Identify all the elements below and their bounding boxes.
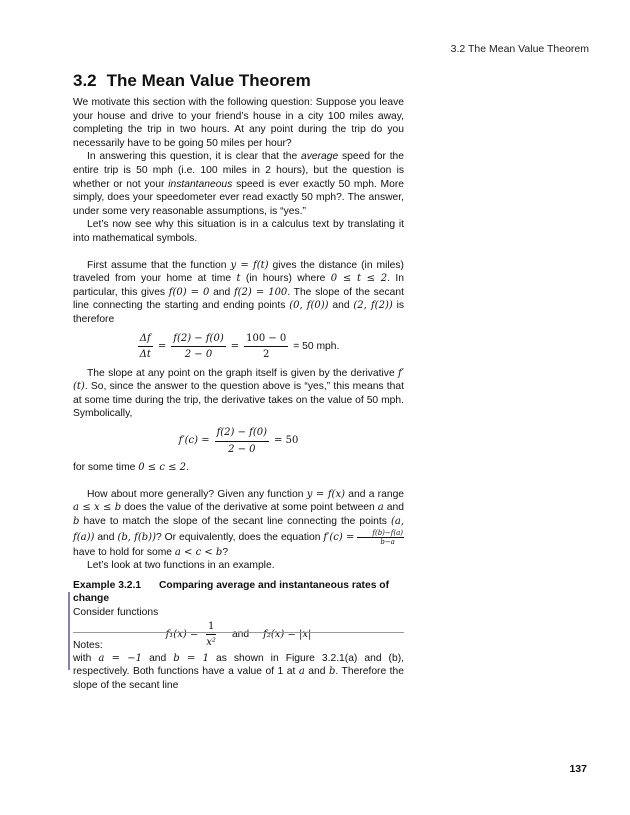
example-heading xyxy=(73,579,404,606)
example-functions: f₁(x) = $\frac{1}{\text{x²}}$ and f₂(x) = |x| xyxy=(165,620,312,649)
section-title-text: The Mean Value Theorem xyxy=(106,71,311,90)
example-margin-bar xyxy=(68,592,70,670)
section-number: 3.2 xyxy=(73,71,97,90)
paragraph-3: Let’s now see why this situation is in a calculus text by translating it into mathematical symbols. xyxy=(73,219,404,244)
page-number: 137 xyxy=(569,763,587,775)
paragraph-4: First assume that the function y = f(t) gives the distance (in miles) traveled from your home at time t (in hours) where 0 ≤ t ≤ 2. In particular, this gives f(0) = 0 and f(2) = 100. The slope of the secant line connecting the starting and ending points (0, f(0)) and (2, f(2)) is therefore xyxy=(73,259,405,325)
paragraph-7: How about more generally? Given any function y = f(x) and a range a ≤ x ≤ b does the value of the derivative at some point between a and b have to match the slope of the secant line connecting the points (a, f(a)) and (b, f(b))? Or equivalently, does the equation f′(c) = $\frac{f(b)-f(a)}{b-a}$ have to hold for some a < c < b? xyxy=(73,488,405,558)
paragraph-8: Let’s look at two functions in an example. xyxy=(87,560,275,572)
main-text xyxy=(73,96,404,693)
paragraph-5: The slope at any point on the graph itself is given by the derivative f′(t). So, since the answer to the question above is “yes,” this means that at some time during the trip, the derivative takes on the value of 50 mph. Symbolically, xyxy=(73,367,404,420)
notes-label: Notes: xyxy=(73,640,103,651)
example-block xyxy=(73,579,404,693)
example-title: Comparing average and instantaneous rates of change xyxy=(73,579,390,605)
equation-derivative: f′(c) = $\frac{f(2) - f(0)}{2 - 0}$ = 50 xyxy=(178,427,299,455)
paragraph-6: for some time 0 ≤ c ≤ 2. xyxy=(73,462,189,474)
example-body: with a = −1 and b = 1 as shown in Figure 3.2.1(a) and (b), respectively. Both functions have a value of 1 at a and b. Therefore the slope of the secant line xyxy=(73,652,404,691)
example-label: Example 3.2.1 xyxy=(73,579,142,591)
example-intro: Consider functions xyxy=(73,607,159,618)
equation-secant-slope: $\frac{\Delta f}{\Delta t}$ = $\frac{f(2) - f(0)}{2 - 0}$ = $\frac{100 - 0}{2}$ = 50 mph. xyxy=(139,332,340,361)
section-title xyxy=(73,71,311,91)
running-head: 3.2 The Mean Value Theorem xyxy=(450,43,589,55)
notes-divider xyxy=(73,632,404,633)
paragraph-2: In answering this question, it is clear that the average speed for the entire trip is 50 mph (i.e. 100 miles in 2 hours), but the question is whether or not your instantaneous speed is ever exactly 50 mph. More simply, does your speedometer ever read exactly 50 mph?. The answer, under some very reasonable assumptions, is “yes.” xyxy=(73,151,405,217)
paragraph-1: We motivate this section with the following question: Suppose you leave your house and drive to your friend’s house in a city 100 miles away, completing the trip in two hours. At any point during the trip do you necessarily have to be going 50 miles per hour? xyxy=(73,97,404,149)
